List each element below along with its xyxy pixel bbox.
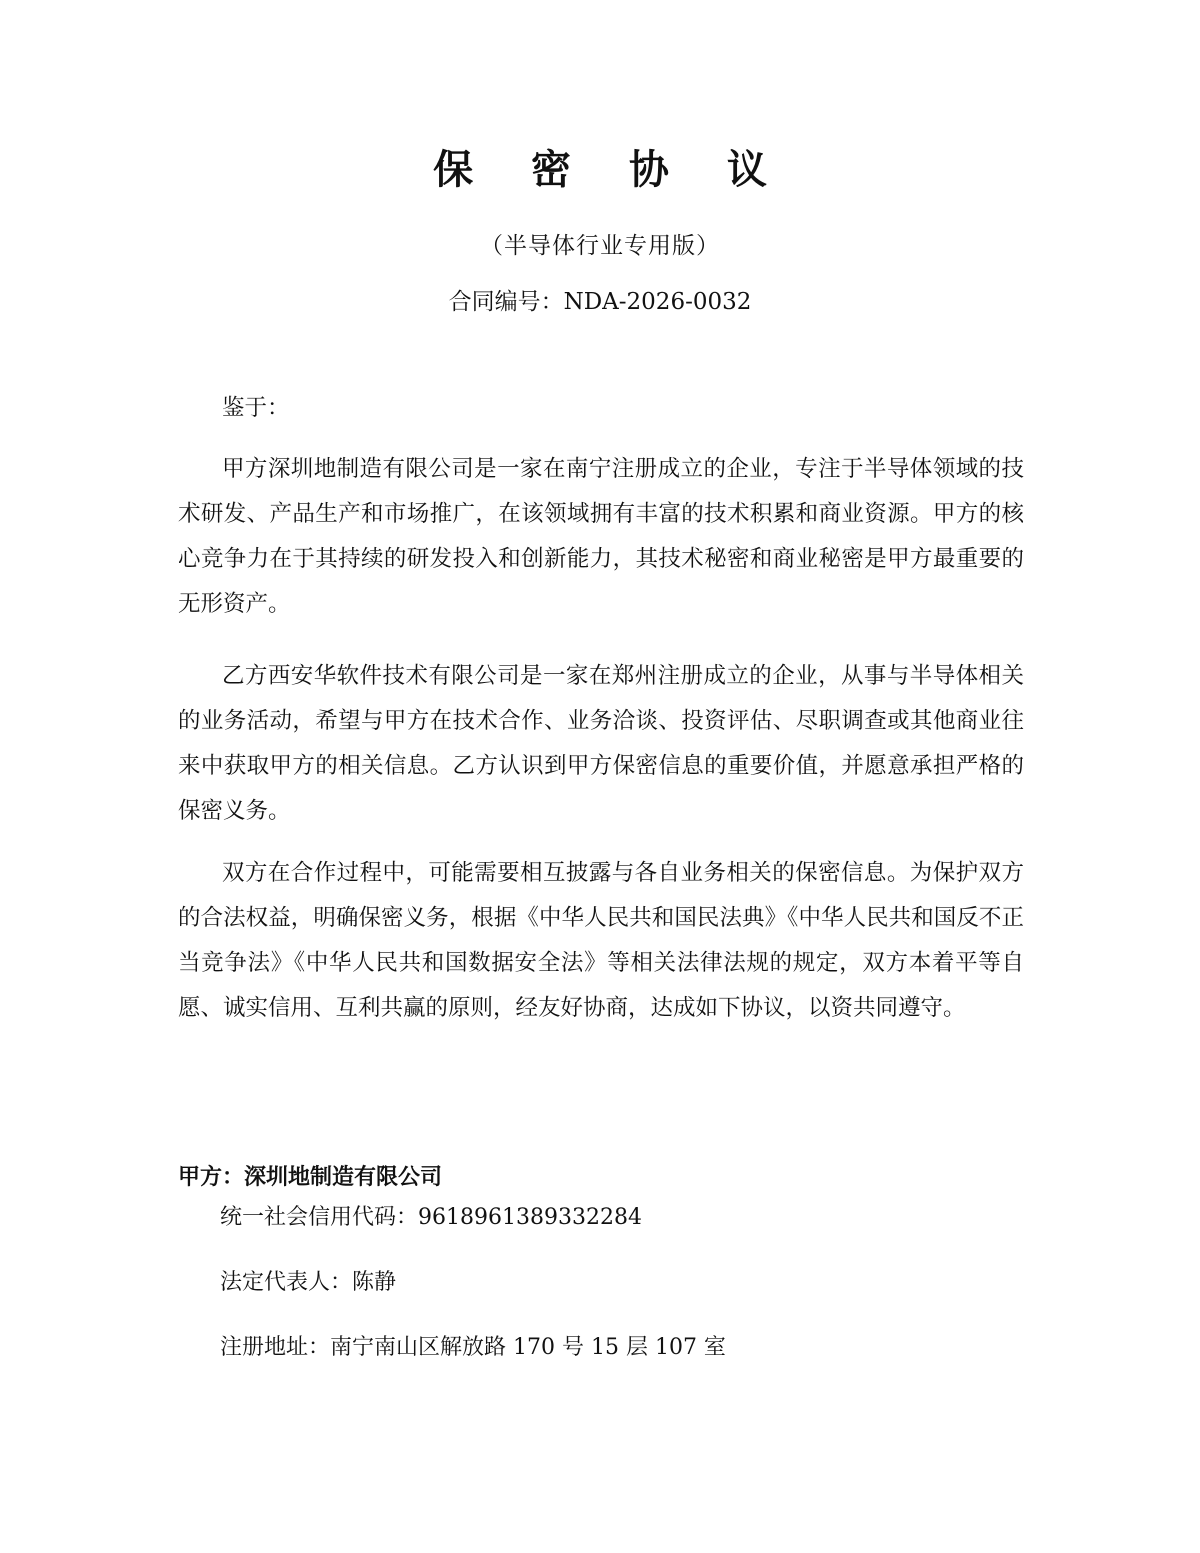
paragraph-agreement: 双方在合作过程中，可能需要相互披露与各自业务相关的保密信息。为保护双方的合法权益，明确保密义务，根据《中华人民共和国民法典》《中华人民共和国反不正当竞争法》《中华人民共和国数据安全法》等相关法律法规的规定，双方本着平等自愿、诚实信用、互利共赢的原则，经友好协商，达成如下协议，以资共同遵守。 <box>178 860 1024 1021</box>
legal-representative: 法定代表人：陈静 <box>220 1270 397 1295</box>
document-title: 保 密 协 议 <box>433 147 789 193</box>
paragraph-party-a: 甲方深圳地制造有限公司是一家在南宁注册成立的企业，专注于半导体领域的技术研发、产品生产和市场推广，在该领域拥有丰富的技术积累和商业资源。甲方的核心竞争力在于其持续的研发投入和创新能力，其技术秘密和商业秘密是甲方最重要的无形资产。 <box>178 456 1024 617</box>
whereas-label: 鉴于： <box>222 395 290 421</box>
party-a-heading: 甲方：深圳地制造有限公司 <box>178 1165 443 1190</box>
registered-address: 注册地址：南宁南山区解放路 170 号 15 层 107 室 <box>220 1335 726 1360</box>
document-subtitle: （半导体行业专用版） <box>480 233 720 259</box>
paragraph-party-b: 乙方西安华软件技术有限公司是一家在郑州注册成立的企业，从事与半导体相关的业务活动，希望与甲方在技术合作、业务洽谈、投资评估、尽职调查或其他商业往来中获取甲方的相关信息。乙方认识到甲方保密信息的重要价值，并愿意承担严格的保密义务。 <box>178 663 1024 824</box>
contract-number: 合同编号：NDA-2026-0032 <box>448 289 752 315</box>
credit-code: 统一社会信用代码：9618961389332284 <box>220 1205 642 1230</box>
